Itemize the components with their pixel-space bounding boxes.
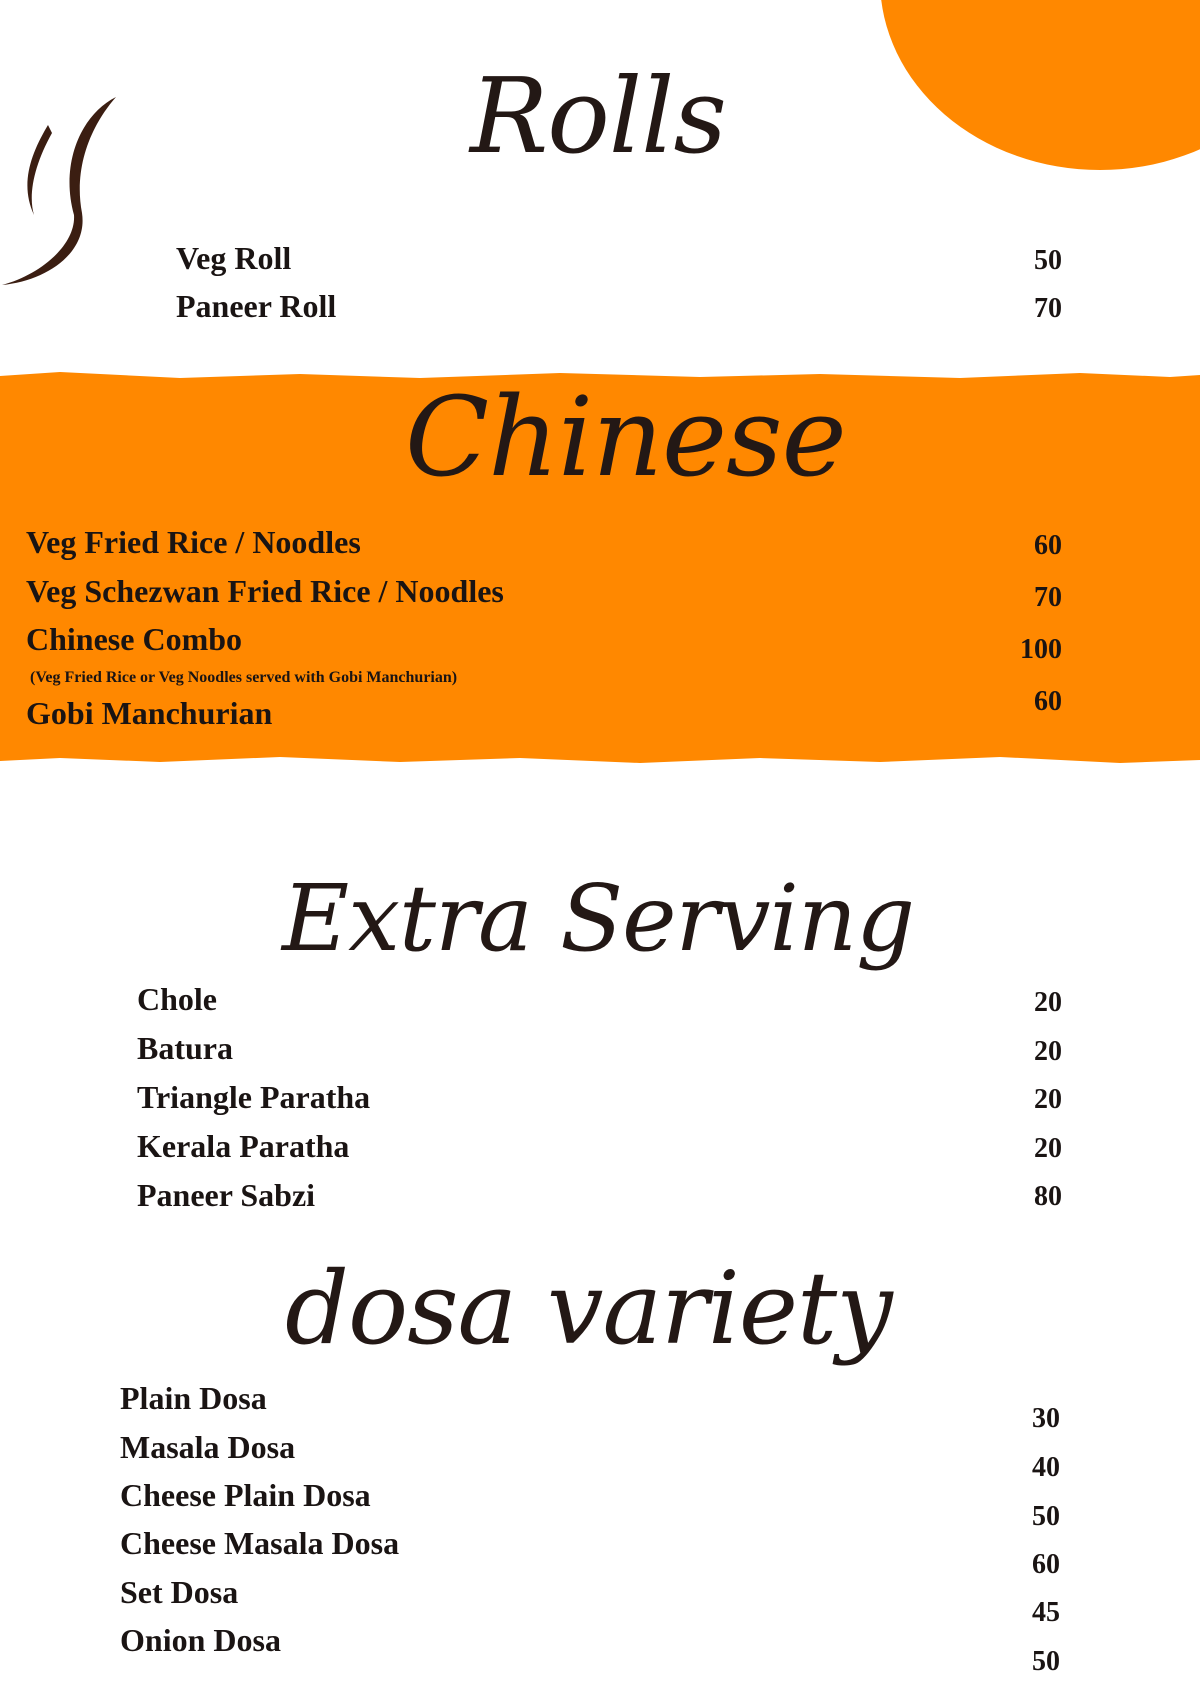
menu-item-name: Veg Roll <box>176 240 292 276</box>
menu-item-name: Paneer Sabzi <box>137 1177 316 1213</box>
menu-item-price: 100 <box>1020 634 1062 665</box>
menu-item-price: 50 <box>1034 245 1062 276</box>
menu-item-price: 20 <box>1034 1133 1062 1164</box>
menu-item-price: 20 <box>1034 1084 1062 1115</box>
menu-item-name: Chole <box>137 981 217 1017</box>
menu-item-name: Paneer Roll <box>176 288 337 324</box>
menu-item-name: Veg Fried Rice / Noodles <box>26 524 361 560</box>
menu-item-name: Gobi Manchurian <box>26 695 273 731</box>
menu-item-price: 70 <box>1034 293 1062 324</box>
menu-item-name: Triangle Paratha <box>137 1079 371 1115</box>
menu-item-price: 45 <box>1032 1597 1060 1628</box>
extra-serving-title: Extra Serving <box>282 865 915 972</box>
menu-item-price: 60 <box>1034 686 1062 717</box>
menu-item-name: Plain Dosa <box>120 1380 267 1416</box>
menu-item-price: 30 <box>1032 1403 1060 1434</box>
menu-item-price: 60 <box>1034 530 1062 561</box>
brush-swirl-icon <box>0 85 130 295</box>
menu-item-name: Batura <box>137 1030 233 1066</box>
menu-item-name: Kerala Paratha <box>137 1128 350 1164</box>
menu-item-price: 70 <box>1034 582 1062 613</box>
menu-item-name: Veg Schezwan Fried Rice / Noodles <box>26 573 504 609</box>
menu-item-name: Masala Dosa <box>120 1429 296 1465</box>
menu-item-note: (Veg Fried Rice or Veg Noodles served with Gobi Manchurian) <box>30 669 458 686</box>
menu-item-name: Set Dosa <box>120 1574 239 1610</box>
menu-item-price: 40 <box>1032 1452 1060 1483</box>
rolls-title: Rolls <box>470 55 726 177</box>
menu-item-price: 20 <box>1034 1036 1062 1067</box>
menu-item-name: Cheese Plain Dosa <box>120 1477 371 1513</box>
menu-item-price: 80 <box>1034 1181 1062 1212</box>
dosa-variety-title: dosa variety <box>285 1250 892 1367</box>
menu-item-name: Chinese Combo <box>26 621 243 657</box>
chinese-title: Chinese <box>405 373 846 501</box>
menu-item-name: Onion Dosa <box>120 1622 281 1658</box>
menu-item-price: 50 <box>1032 1501 1060 1532</box>
menu-item-price: 50 <box>1032 1646 1060 1677</box>
menu-item-price: 20 <box>1034 987 1062 1018</box>
orange-circle-decoration <box>880 0 1200 170</box>
menu-item-price: 60 <box>1032 1549 1060 1580</box>
menu-item-name: Cheese Masala Dosa <box>120 1525 400 1561</box>
